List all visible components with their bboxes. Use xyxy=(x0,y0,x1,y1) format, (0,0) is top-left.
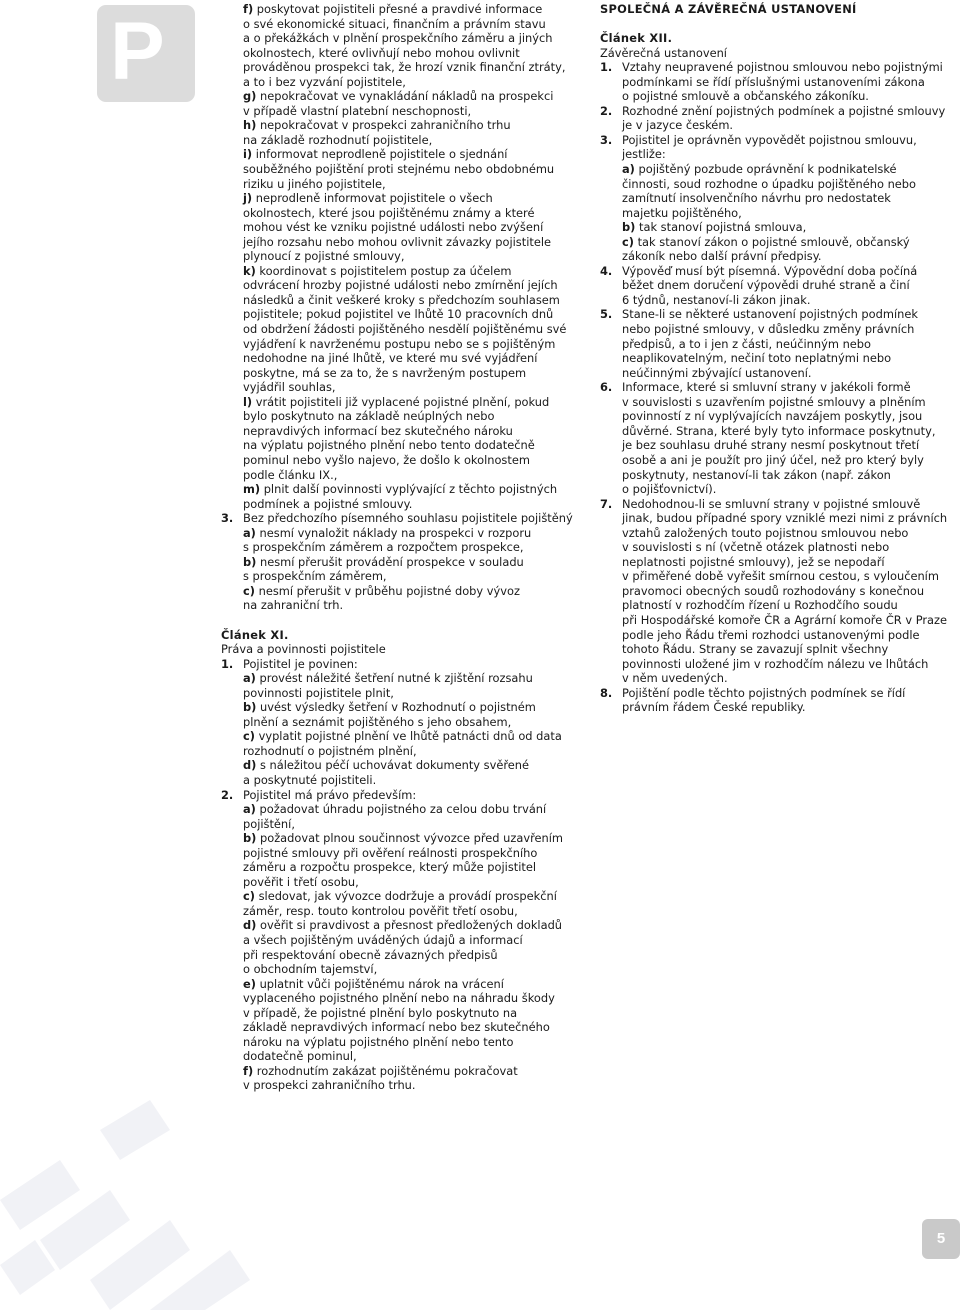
provision-line xyxy=(600,540,960,555)
sub-item-text: pojistné smlouvy při ověření reálnosti prospekčního xyxy=(243,845,538,860)
sub-item-line xyxy=(221,60,589,75)
provision-line xyxy=(600,424,960,439)
page-number: 5 xyxy=(922,1219,960,1259)
sub-item-text: sledovat, jak vývozce dodržuje a provádí prospekční xyxy=(258,889,557,904)
provision-line xyxy=(600,366,960,381)
watermark-logo xyxy=(0,1090,420,1310)
sub-item-label: a) xyxy=(622,162,635,177)
sub-item-line xyxy=(221,1078,589,1093)
sub-item-text: vyplaceného pojistného plnění nebo na náhradu škody xyxy=(243,991,555,1006)
provision-line xyxy=(600,686,960,701)
sub-item-label: c) xyxy=(243,583,255,598)
sub-item-line xyxy=(221,962,589,977)
final-provisions-list xyxy=(600,60,960,715)
sub-item-text: poskytne, má se za to, že s navrženým postupem xyxy=(243,365,527,380)
provision-line xyxy=(600,497,960,512)
provision-text: tohoto Řádu. Strany se zavazují splnit všechny xyxy=(622,642,889,657)
sub-item-text: poskytovat pojistiteli přesné a pravdivé informace xyxy=(256,2,543,16)
sub-item-line xyxy=(221,424,589,439)
provision-line xyxy=(600,511,960,526)
sub-item-line xyxy=(221,468,589,483)
provision-number: 3. xyxy=(600,132,613,147)
sub-item-label: e) xyxy=(243,976,256,991)
provision-line xyxy=(600,264,960,279)
sub-item-line xyxy=(221,526,589,541)
provision-line xyxy=(600,307,960,322)
provision-text: nebo pojistné smlouvy, v důsledku změny právních xyxy=(622,322,915,337)
sub-item-line xyxy=(221,118,589,133)
sub-item-line xyxy=(221,904,589,919)
sub-item-line xyxy=(221,831,589,846)
sub-item-line xyxy=(221,395,589,410)
provision-text: běžet dnem doručení výpovědi druhé straně a činí xyxy=(622,278,910,293)
sub-item-text: požadovat úhradu pojistného za celou dobu trvání xyxy=(259,802,547,817)
sub-item-label: a) xyxy=(243,671,256,686)
provision-text: neúčinnými zbývající ustanovení. xyxy=(622,365,812,380)
sub-item-text: zamítnutí insolvenčního návrhu pro nedostatek xyxy=(622,191,891,206)
right-column xyxy=(600,2,960,715)
sub-item-text: riziku u jiného pojistitele, xyxy=(243,176,386,191)
sub-item-text: nesmí vynaložit náklady na prospekci v rozporu xyxy=(259,525,532,540)
provision-line xyxy=(600,642,960,657)
provision-text: Vztahy neupravené pojistnou smlouvou nebo pojistnými xyxy=(622,60,943,75)
provision-line xyxy=(600,628,960,643)
clause-text: Bez předchozího písemného souhlasu pojistitele pojištěný xyxy=(243,511,573,526)
sub-item-line xyxy=(600,162,960,177)
article-xii-title: Článek XII. xyxy=(600,31,673,46)
provision-line xyxy=(600,60,960,75)
numbered-line xyxy=(221,657,589,672)
clause-text: Pojistitel má právo především: xyxy=(243,787,417,802)
sub-item-line xyxy=(221,133,589,148)
sub-item-text: od obdržení žádosti pojištěného nesdělí pojištěnému své xyxy=(243,322,567,337)
sub-item-line xyxy=(221,1049,589,1064)
clause-text: Pojistitel je povinen: xyxy=(243,656,358,671)
provision-text: v souvislosti s ní (včetně otázek platnosti nebo xyxy=(622,540,890,555)
sub-item-text: na základě rozhodnutí pojistitele, xyxy=(243,132,433,147)
sub-item-line xyxy=(221,744,589,759)
sub-item-line xyxy=(221,46,589,61)
sub-item-line xyxy=(221,380,589,395)
sub-item-line xyxy=(221,584,589,599)
provision-line xyxy=(600,118,960,133)
sub-item-line xyxy=(221,177,589,192)
sub-item-text: koordinovat s pojistitelem postup za účelem xyxy=(259,263,512,278)
sub-item-text: nesmí přerušit provádění prospekce v souladu xyxy=(260,554,524,569)
sub-item-line xyxy=(221,235,589,250)
provision-line xyxy=(600,555,960,570)
provision-line xyxy=(600,322,960,337)
sub-item-label: j) xyxy=(243,191,253,206)
provision-number: 6. xyxy=(600,380,613,395)
sub-item-text: požadovat plnou součinnost vývozce před uzavřením xyxy=(260,831,563,846)
obligations-continuation xyxy=(221,2,589,511)
sub-item-text: tak stanoví pojistná smlouva, xyxy=(639,220,807,235)
sub-item-text: souběžného pojištění proti stejnému nebo obdobnému xyxy=(243,162,555,177)
provision-line xyxy=(600,89,960,104)
provision-text: jinak, budou případné spory vzniklé mezi nimi z právních xyxy=(622,511,948,526)
sub-item-line xyxy=(221,1064,589,1079)
sub-item-line xyxy=(221,933,589,948)
sub-item-text: na výplatu pojistného plnění nebo tento dodatečně xyxy=(243,438,535,453)
sub-item-text: vrátit pojistiteli již vyplacené pojistné plnění, pokud xyxy=(255,394,550,409)
sub-item-line xyxy=(221,846,589,861)
sub-item-text: okolnostech, které jsou pojištěnému známy a které xyxy=(243,205,535,220)
sub-item-line xyxy=(221,802,589,817)
provision-line xyxy=(600,147,960,162)
sub-item-line xyxy=(221,889,589,904)
provision-text: Rozhodné znění pojistných podmínek a pojistné smlouvy xyxy=(622,103,946,118)
provision-line xyxy=(600,75,960,90)
sub-item-line xyxy=(221,191,589,206)
provision-line xyxy=(600,351,960,366)
provision-line xyxy=(600,700,960,715)
article-xi-subtitle: Práva a povinnosti pojistitele xyxy=(221,642,386,657)
sub-item-text: vyjádřil souhlas, xyxy=(243,380,336,395)
sub-item-text: a poskytnuté pojistiteli. xyxy=(243,772,377,787)
sub-item-label: c) xyxy=(243,729,255,744)
sub-item-line xyxy=(221,482,589,497)
provision-text: pravomoci obecných soudů rozhodovány s konečnou xyxy=(622,583,925,598)
sub-item-line xyxy=(221,409,589,424)
sub-item-line xyxy=(221,438,589,453)
sub-item-line xyxy=(221,17,589,32)
sub-item-line xyxy=(221,351,589,366)
provision-line xyxy=(600,569,960,584)
provision-text: povinností z ní vyplývajících navzájem poskytly, jsou xyxy=(622,409,923,424)
sub-item-line xyxy=(221,773,589,788)
provision-text: vztahů založených touto pojistnou smlouvou nebo xyxy=(622,525,909,540)
sub-item-text: podle článku IX., xyxy=(243,467,338,482)
provision-line xyxy=(600,395,960,410)
provision-line xyxy=(600,671,960,686)
sub-item-text: a to i bez vyzvání pojistitele, xyxy=(243,74,406,89)
sub-item-line xyxy=(600,249,960,264)
sub-item-text: zákoník nebo další právní předpisy. xyxy=(622,249,822,264)
sub-item-text: s prospekčním záměrem a rozpočtem prospekce, xyxy=(243,540,524,555)
sub-item-text: nepokračovat v prospekci zahraničního trhu xyxy=(259,118,511,133)
provision-text: 6 týdnů, nestanoví-li zákon jinak. xyxy=(622,292,811,307)
clause-1 xyxy=(221,657,589,788)
sub-item-label: i) xyxy=(243,147,253,162)
sub-item-text: provést náležité šetření nutné k zjištění rozsahu xyxy=(259,671,533,686)
sub-item-text: nedohodne na jiné lhůtě, ve které mu své vyjádření xyxy=(243,351,538,366)
sub-item-line xyxy=(221,686,589,701)
sub-item-text: vyjádření k navrženému postupu nebo se s pojištěným xyxy=(243,336,556,351)
sub-item-line xyxy=(221,729,589,744)
sub-item-line xyxy=(600,191,960,206)
provision-text: Informace, které si smluvní strany v jakékoli formě xyxy=(622,380,911,395)
sub-item-text: následků a činit veškeré kroky s předchozím souhlasem xyxy=(243,292,560,307)
sub-item-line xyxy=(600,206,960,221)
sub-item-line xyxy=(221,75,589,90)
sub-item-text: dodatečně pominul, xyxy=(243,1049,357,1064)
clause-number: 1. xyxy=(221,656,234,671)
provision-line xyxy=(600,613,960,628)
sub-item-text: pojištěný pozbude oprávnění k podnikatelské xyxy=(638,162,897,177)
sub-item-label: f) xyxy=(243,1063,254,1078)
clause-2 xyxy=(221,788,589,1093)
sub-item-line xyxy=(221,700,589,715)
provision-text: jestliže: xyxy=(622,147,666,162)
provision-text: důvěrné. Strana, které byly tyto informace poskytnuty, xyxy=(622,423,936,438)
sub-item-text: neprodleně informovat pojistitele o všech xyxy=(255,191,493,206)
provision-text: osobě a ani je použít pro jiný účel, než pro který byly xyxy=(622,452,924,467)
sub-item-text: o své ekonomické situaci, finančním a právním stavu xyxy=(243,16,546,31)
sub-item-text: s prospekčním záměrem, xyxy=(243,569,387,584)
provision-line xyxy=(600,657,960,672)
provision-number: 4. xyxy=(600,263,613,278)
sub-item-label: c) xyxy=(622,234,634,249)
clause-3 xyxy=(221,511,589,613)
provision-line xyxy=(600,468,960,483)
sub-item-text: odvrácení hrozby pojistné události nebo zmírnění jejích xyxy=(243,278,558,293)
sub-item-line xyxy=(221,977,589,992)
provision-line xyxy=(600,293,960,308)
sub-item-text: plynoucí z pojistné smlouvy, xyxy=(243,249,405,264)
sub-item-text: rozhodnutí o pojistném plnění, xyxy=(243,743,417,758)
sub-item-line xyxy=(221,540,589,555)
provision-line xyxy=(600,438,960,453)
section-title: SPOLEČNÁ A ZÁVĚREČNÁ USTANOVENÍ xyxy=(600,2,857,16)
sub-item-line xyxy=(221,366,589,381)
sub-item-text: vyplatit pojistné plnění ve lhůtě patnácti dnů od data xyxy=(258,729,562,744)
sub-item-text: s náležitou péčí uchovávat dokumenty svěřené xyxy=(260,758,529,773)
provision-text: v přiměřené době vyřešit smírnou cestou, s vyloučením xyxy=(622,569,939,584)
sub-item-text: nepravdivých informací bez skutečného nároku xyxy=(243,423,513,438)
sub-item-line xyxy=(221,555,589,570)
sub-item-line xyxy=(221,31,589,46)
sub-item-text: na zahraniční trh. xyxy=(243,598,344,613)
sub-item-line xyxy=(221,598,589,613)
sub-item-line xyxy=(221,293,589,308)
sub-item-line xyxy=(221,1020,589,1035)
sub-item-label: m) xyxy=(243,482,261,497)
provision-line xyxy=(600,337,960,352)
sub-item-line xyxy=(600,177,960,192)
provision-text: Nedohodnou-li se smluvní strany v pojistné smlouvě xyxy=(622,496,921,511)
sub-item-text: a všech pojištěným uváděných údajů a informací xyxy=(243,933,523,947)
provision-number: 2. xyxy=(600,103,613,118)
sub-item-label: d) xyxy=(243,918,257,933)
sub-item-label: c) xyxy=(243,889,255,904)
sub-item-line xyxy=(221,2,589,17)
sub-item-line xyxy=(221,264,589,279)
sub-item-text: základě nepravdivých informací nebo bez skutečného xyxy=(243,1020,550,1035)
left-column xyxy=(221,2,589,1093)
sub-item-line xyxy=(221,220,589,235)
sub-item-line xyxy=(221,1006,589,1021)
provision-line xyxy=(600,482,960,497)
sub-item-text: v případě vlastní platební neschopnosti, xyxy=(243,103,472,118)
provision-text: Pojištění podle těchto pojistných podmínek se řídí xyxy=(622,685,906,700)
sub-item-text: v prospekci zahraničního trhu. xyxy=(243,1078,416,1093)
provision-number: 7. xyxy=(600,496,613,511)
sub-item-text: záměr, resp. touto kontrolou pověřit třetí osobu, xyxy=(243,903,518,918)
sub-item-text: informovat neprodleně pojistitele o sjednání xyxy=(255,147,508,162)
sub-item-line xyxy=(600,220,960,235)
sub-item-label: g) xyxy=(243,89,257,104)
sub-item-line xyxy=(221,569,589,584)
provision-text: o pojišťovnictví). xyxy=(622,482,717,497)
provision-number: 1. xyxy=(600,60,613,75)
provision-text: při Hospodářské komoře ČR a Agrární komoře ČR v Praze xyxy=(622,612,948,627)
provision-line xyxy=(600,133,960,148)
provision-line xyxy=(600,278,960,293)
provision-line xyxy=(600,598,960,613)
sub-item-line xyxy=(221,1035,589,1050)
sub-item-text: povinnosti pojistitele plnit, xyxy=(243,685,394,700)
sub-item-text: majetku pojištěného, xyxy=(622,205,742,220)
provision-text: předpisů, a to i jen z části, neúčinným nebo xyxy=(622,336,871,351)
provision-text: podmínkami se řídí příslušnými ustanoveními zákona xyxy=(622,74,925,89)
sub-item-label: a) xyxy=(243,802,256,817)
sub-item-text: nepokračovat ve vynakládání nákladů na prospekci xyxy=(260,89,554,104)
sub-item-text: uplatnit vůči pojištěnému nárok na vrácení xyxy=(259,976,504,991)
provision-text: poskytnuty, nestanoví-li tak zákon (např. zákon xyxy=(622,467,891,482)
numbered-line xyxy=(221,788,589,803)
sub-item-text: ověřit si pravdivost a přesnost předložených dokladů xyxy=(260,918,563,933)
provision-line xyxy=(600,104,960,119)
sub-item-line xyxy=(221,162,589,177)
sub-item-text: nesmí přerušit v průběhu pojistné doby vývoz xyxy=(258,583,520,598)
sub-item-line xyxy=(221,991,589,1006)
sub-item-label: b) xyxy=(243,700,257,715)
sub-item-label: b) xyxy=(243,554,257,569)
sub-item-line xyxy=(221,307,589,322)
sub-item-line xyxy=(221,249,589,264)
sub-item-line xyxy=(221,278,589,293)
provision-text: podle jeho Řádu třemi rozhodci ustanovenými podle xyxy=(622,627,920,642)
sub-item-text: pojistitele; pokud pojistitel ve lhůtě 10 pracovních dnů xyxy=(243,307,554,322)
sub-item-line xyxy=(221,337,589,352)
sub-item-line xyxy=(221,104,589,119)
sub-item-text: pominul nebo vyšlo najevo, že došlo k okolnostem xyxy=(243,452,530,467)
article-xii-subtitle: Závěrečná ustanovení xyxy=(600,45,727,60)
provision-text: neaplikovatelným, nečiní toto neplatnými nebo xyxy=(622,351,892,366)
sub-item-line xyxy=(221,817,589,832)
provision-number: 5. xyxy=(600,307,613,322)
sub-item-label: d) xyxy=(243,758,257,773)
sub-item-line xyxy=(221,322,589,337)
sub-item-label: h) xyxy=(243,118,257,133)
sub-item-text: jejího rozsahu nebo mohou ovlivnit závazky pojistitele xyxy=(243,234,552,249)
sub-item-text: bylo poskytnuto na základě neúplných nebo xyxy=(243,409,495,424)
sub-item-text: nároku na výplatu pojistného plnění nebo tento xyxy=(243,1034,514,1049)
sub-item-line xyxy=(221,948,589,963)
sub-item-line xyxy=(221,497,589,512)
sub-item-text: rozhodnutím zakázat pojištěnému pokračovat xyxy=(256,1063,518,1078)
provision-text: povinnosti uložené jim v rozhodčím nálezu ve lhůtách xyxy=(622,656,929,671)
sub-item-text: o obchodním tajemství, xyxy=(243,962,378,977)
sub-item-line xyxy=(221,875,589,890)
provision-text: je v jazyce českém. xyxy=(622,118,734,133)
sub-item-text: pojištění, xyxy=(243,816,295,831)
sub-item-text: plnění a seznámit pojištěného s jeho obsahem, xyxy=(243,714,512,729)
provision-text: Výpověď musí být písemná. Výpovědní doba počíná xyxy=(622,263,918,278)
sub-item-line xyxy=(221,453,589,468)
sub-item-label: b) xyxy=(622,220,636,235)
provision-text: Pojistitel je oprávněn vypovědět pojistnou smlouvu, xyxy=(622,132,917,147)
sub-item-label: k) xyxy=(243,263,256,278)
sub-item-text: okolnostech, které ovlivňují nebo mohou ovlivnit xyxy=(243,45,520,60)
sub-item-text: uvést výsledky šetření v Rozhodnutí o pojistném xyxy=(260,700,536,715)
provision-number: 8. xyxy=(600,685,613,700)
provision-text: v něm uvedených. xyxy=(622,671,728,686)
provision-line xyxy=(600,453,960,468)
provision-text: o pojistné smlouvě a občanského zákoníku. xyxy=(622,89,869,104)
clause-number: 3. xyxy=(221,511,234,526)
provision-text: je bez souhlasu druhé strany nesmí poskytnout třetí xyxy=(622,438,920,453)
section-tab xyxy=(97,5,195,102)
provision-text: neplatnosti pojistné smlouvy), jež se nepodaří xyxy=(622,554,885,569)
provision-line xyxy=(600,409,960,424)
provision-text: právním řádem České republiky. xyxy=(622,700,806,715)
sub-item-text: činnosti, soud rozhodne o úpadku pojištěného nebo xyxy=(622,176,916,191)
sub-item-label: f) xyxy=(243,2,254,16)
sub-item-line xyxy=(600,235,960,250)
sub-item-line xyxy=(221,206,589,221)
provision-text: v souvislosti s uzavřením pojistné smlouvy a plněním xyxy=(622,394,926,409)
sub-item-text: plnit další povinnosti vyplývající z těchto pojistných xyxy=(263,482,558,497)
sub-item-line xyxy=(221,758,589,773)
sub-item-line xyxy=(221,147,589,162)
clause-number: 2. xyxy=(221,787,234,802)
provision-line xyxy=(600,584,960,599)
sub-item-text: mohou vést ke vzniku pojistné události nebo zvýšení xyxy=(243,220,544,235)
sub-item-text: záměru a rozpočtu prospekce, který může pojistitel xyxy=(243,860,537,875)
sub-item-text: podmínek a pojistné smlouvy. xyxy=(243,496,413,511)
sub-item-line xyxy=(221,89,589,104)
provision-line xyxy=(600,380,960,395)
sub-item-line xyxy=(221,918,589,933)
section-letter: P xyxy=(110,6,165,97)
sub-item-text: a o překážkách v plnění prospekčního záměru a jiných xyxy=(243,31,553,46)
sub-item-text: v případě, že pojistné plnění bylo poskytnuto na xyxy=(243,1005,518,1020)
sub-item-label: l) xyxy=(243,394,253,409)
sub-item-text: prováděnou prospekci tak, že hrozí vznik finanční ztráty, xyxy=(243,60,566,75)
article-xi-title: Článek XI. xyxy=(221,627,289,642)
sub-item-text: při respektování obecně závazných předpisů xyxy=(243,947,498,962)
provision-text: platností v rozhodčím řízení u Rozhodčího soudu xyxy=(622,598,898,613)
sub-item-line xyxy=(221,715,589,730)
provision-text: Stane-li se některé ustanovení pojistných podmínek xyxy=(622,307,918,322)
sub-item-text: tak stanoví zákon o pojistné smlouvě, občanský xyxy=(637,234,910,249)
numbered-line xyxy=(221,511,589,526)
sub-item-label: a) xyxy=(243,525,256,540)
sub-item-label: b) xyxy=(243,831,257,846)
sub-item-text: pověřit i třetí osobu, xyxy=(243,874,359,889)
sub-item-line xyxy=(221,860,589,875)
provision-line xyxy=(600,526,960,541)
sub-item-line xyxy=(221,671,589,686)
